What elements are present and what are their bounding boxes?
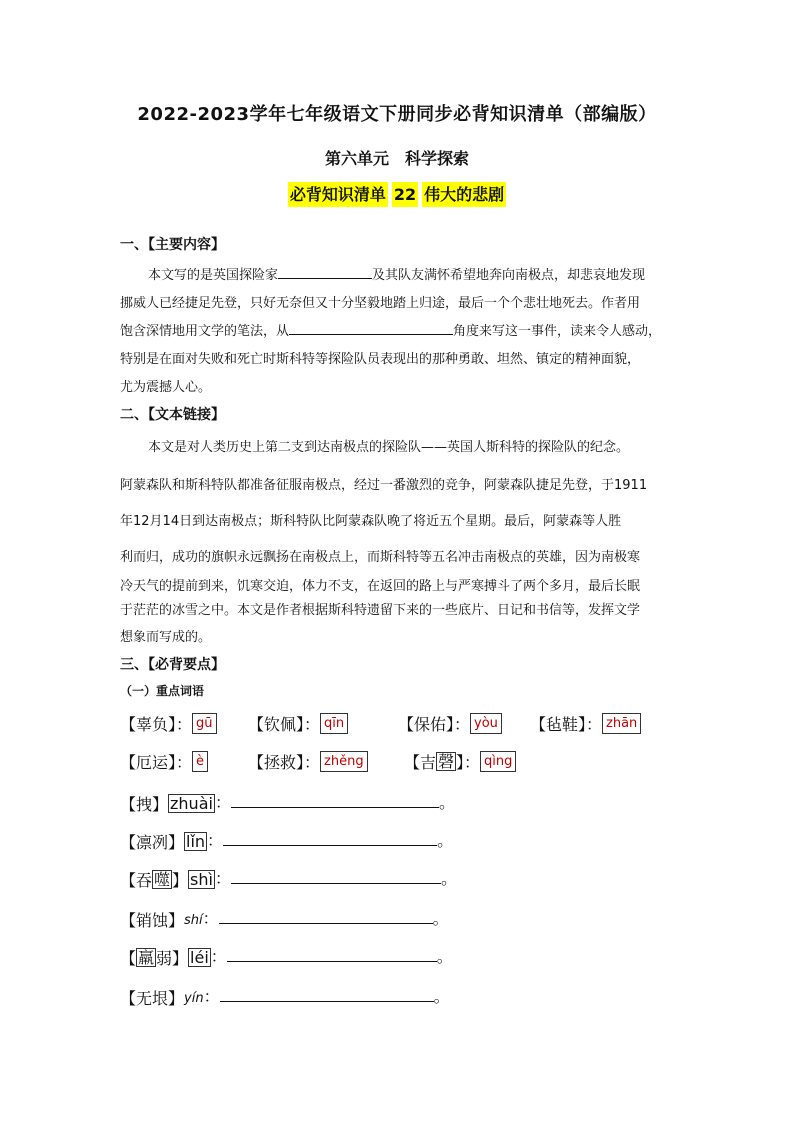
pinyin-answer: gū — [192, 713, 217, 734]
definition-fill-row — [120, 790, 455, 815]
definition-fill-row — [120, 866, 457, 891]
period: 。 — [438, 793, 455, 812]
vocab-word: 【拽】 — [120, 795, 169, 814]
definition-fill-row — [120, 944, 453, 969]
main-content-line-2: 挪威人已经捷足先登，只好无奈但又十分坚毅地踏上归途，最后一个个悲壮地死去。作者用 — [120, 296, 641, 311]
vocab-item — [404, 750, 516, 773]
definition-blank[interactable] — [227, 949, 437, 962]
text-link-line-5: 冷天气的提前到来，饥寒交迫，体力不支，在返回的路上与严寒搏斗了两个多月，最后长眠 — [120, 579, 641, 594]
fill-blank-perspective[interactable] — [289, 322, 453, 335]
lesson-label: 必背知识清单 — [288, 182, 388, 207]
definition-fill-row — [120, 906, 449, 931]
separator: ： — [214, 869, 231, 888]
definition-blank[interactable] — [219, 911, 433, 924]
vocab-word: 【辜负】： — [120, 715, 193, 734]
lesson-title: 伟大的悲剧 — [422, 182, 506, 207]
vocab-word: 弱】 — [156, 949, 189, 968]
vocab-item — [248, 712, 348, 735]
period: 。 — [432, 909, 449, 928]
main-content-text: 本文写的是英国探险家 — [148, 268, 279, 283]
lesson-number: 22 — [392, 182, 418, 207]
main-content-text: 及其队友满怀希望地奔向南极点，却悲哀地发现 — [372, 268, 646, 283]
separator: ： — [207, 831, 224, 850]
vocab-item — [398, 712, 502, 735]
unit-heading: 第六单元 科学探索 — [324, 149, 469, 168]
vocab-word: 【无垠】 — [120, 989, 185, 1008]
period: 。 — [436, 947, 453, 966]
definition-blank[interactable] — [231, 871, 441, 884]
pinyin-answer: è — [192, 751, 208, 772]
main-content-line-3 — [120, 320, 661, 339]
pinyin-text: shí — [184, 913, 203, 928]
text-link-line-4: 利而归，成功的旗帜永远飘扬在南极点上，而斯科特等五名冲击南极点的英雄，因为南极寒 — [120, 550, 641, 565]
period: 。 — [440, 869, 457, 888]
vocab-word: 【吉 — [404, 753, 437, 772]
separator: ： — [214, 793, 231, 812]
vocab-word: 】 — [172, 871, 189, 890]
pinyin-text: yín — [184, 991, 204, 1006]
definition-blank[interactable] — [231, 795, 439, 808]
target-character: 羸 — [138, 948, 155, 967]
main-content-text: 饱含深情地用文学的笔法，从 — [120, 324, 290, 339]
definition-blank[interactable] — [223, 833, 437, 846]
text-link-line-6: 于茫茫的冰雪之中。本文是作者根据斯科特遗留下来的一些底片、日记和书信等，发挥文学 — [120, 603, 641, 618]
separator: ： — [210, 947, 227, 966]
vocab-word: 【厄运】： — [120, 753, 193, 772]
document-title: 2022-2023学年七年级语文下册同步必背知识清单（部编版） — [137, 104, 657, 125]
pinyin-answer: zhěng — [320, 751, 368, 772]
pinyin-box: léi — [190, 948, 209, 967]
text-link-line-2: 阿蒙森队和斯科特队都准备征服南极点，经过一番激烈的竞争，阿蒙森队捷足先登，于1911 — [120, 478, 648, 493]
text-link-line-1: 本文是对人类历史上第二支到达南极点的探险队——英国人斯科特的探险队的纪念。 — [148, 440, 630, 455]
separator: ： — [202, 909, 219, 928]
vocab-word: 【 — [120, 949, 137, 968]
period: 。 — [437, 831, 454, 850]
fill-blank-explorer[interactable] — [278, 266, 372, 279]
target-character: 磬 — [438, 752, 455, 771]
vocab-word: 【拯救】： — [248, 753, 321, 772]
vocab-item — [248, 750, 368, 773]
definition-blank[interactable] — [220, 989, 434, 1002]
lesson-heading — [0, 182, 794, 205]
main-content-line-4: 特别是在面对失败和死亡时斯科特等探险队员表现出的那种勇敢、坦然、镇定的精神面貌， — [120, 352, 641, 367]
section-key-points-heading: 三、【必背要点】 — [120, 657, 225, 673]
vocab-word: 【保佑】： — [398, 715, 471, 734]
pinyin-box: zhuài — [170, 794, 213, 813]
definition-fill-row — [120, 984, 450, 1009]
section-main-content-heading: 一、【主要内容】 — [120, 237, 225, 253]
key-words-subheading: （一）重点词语 — [120, 684, 205, 698]
vocab-word: 【吞 — [120, 871, 153, 890]
target-character: 噬 — [154, 870, 171, 889]
main-content-line-1 — [148, 264, 645, 283]
vocab-item — [120, 750, 208, 773]
vocab-item — [120, 712, 217, 735]
pinyin-answer: yòu — [470, 713, 502, 734]
vocab-word: 【凛冽】 — [120, 833, 185, 852]
pinyin-answer: qìng — [480, 751, 516, 772]
definition-fill-row — [120, 828, 453, 853]
pinyin-answer: zhān — [602, 713, 641, 734]
text-link-line-7: 想象而写成的。 — [120, 630, 212, 645]
pinyin-box: lǐn — [186, 832, 206, 851]
vocab-word: 【钦佩】： — [248, 715, 321, 734]
section-text-link-heading: 二、【文本链接】 — [120, 407, 225, 423]
separator: ： — [203, 987, 220, 1006]
vocab-word: 【毡鞋】： — [530, 715, 603, 734]
vocab-word: 【销蚀】 — [120, 911, 185, 930]
main-content-line-5: 尤为震撼人心。 — [120, 380, 212, 395]
pinyin-answer: qīn — [320, 713, 348, 734]
text-link-line-3: 年12月14日到达南极点；斯科特队比阿蒙森队晚了将近五个星期。最后，阿蒙森等人胜 — [120, 514, 622, 529]
pinyin-box: shì — [190, 870, 213, 889]
period: 。 — [433, 987, 450, 1006]
vocab-item — [530, 712, 641, 735]
main-content-text: 角度来写这一事件，读来令人感动， — [453, 324, 662, 339]
vocab-word: 】： — [456, 753, 481, 772]
